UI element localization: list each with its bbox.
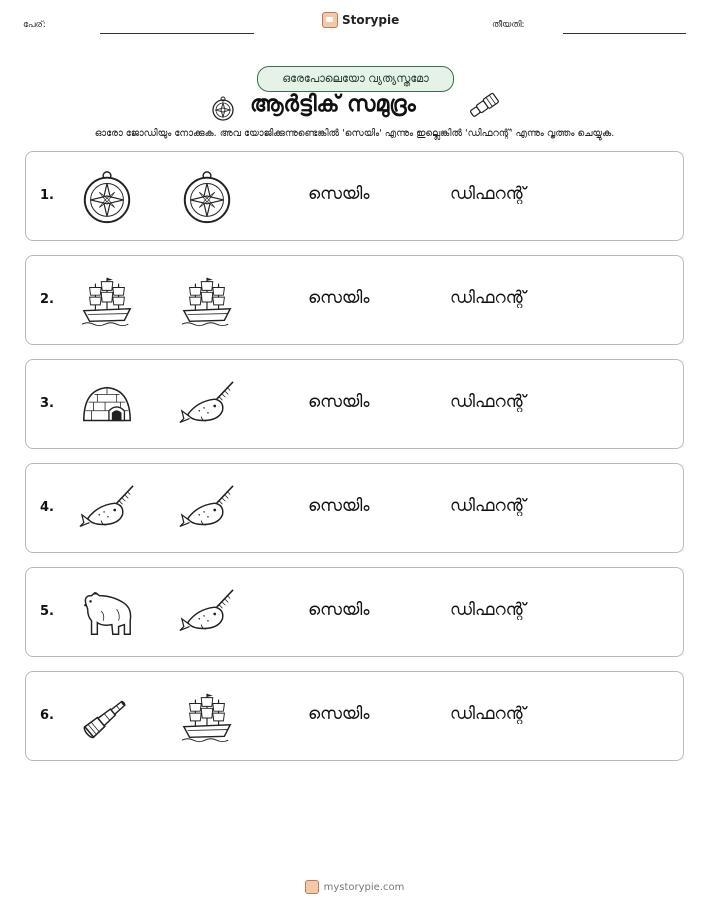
question-row-2 xyxy=(25,255,684,345)
name-label: പേര്: xyxy=(23,20,46,30)
question-row-1 xyxy=(25,151,684,241)
question-number: 2. xyxy=(40,292,54,307)
same-option[interactable]: സെയിം xyxy=(308,184,370,204)
date-label: തീയതി: xyxy=(492,20,525,30)
brand-name: Storypie xyxy=(342,13,400,27)
question-number: 6. xyxy=(40,708,54,723)
same-option[interactable]: സെയിം xyxy=(308,392,370,412)
instructions: ഓരോ ജോഡിയും നോക്കുക. അവ യോജിക്കുന്നുണ്ടെങ്കിൽ 'സെയിം' എന്നും ഇല്ലെങ്കിൽ 'ഡിഫറന്റ്' എന്നും വൃത്തം ചെയ്യുക. xyxy=(94,128,615,139)
storypie-logo-icon xyxy=(305,880,319,894)
different-option[interactable]: ഡിഫറന്റ് xyxy=(450,392,526,412)
polar-bear-icon xyxy=(78,584,136,642)
different-option[interactable]: ഡിഫറന്റ് xyxy=(450,600,526,620)
question-number: 3. xyxy=(40,396,54,411)
spyglass-icon xyxy=(466,90,502,124)
compass-icon xyxy=(178,168,236,226)
worksheet-type-badge: ഒരേപോലെയോ വ്യത്യസ്തമോ xyxy=(257,66,454,92)
question-number: 1. xyxy=(40,188,54,203)
compass-icon xyxy=(78,168,136,226)
question-row-3 xyxy=(25,359,684,449)
different-option[interactable]: ഡിഫറന്റ് xyxy=(450,496,526,516)
title-row xyxy=(0,90,709,124)
spyglass-icon xyxy=(78,688,136,746)
question-row-5 xyxy=(25,567,684,657)
narwhal-icon xyxy=(178,584,236,642)
ship-icon xyxy=(78,272,136,330)
name-line[interactable] xyxy=(100,33,254,34)
ship-icon xyxy=(178,688,236,746)
same-option[interactable]: സെയിം xyxy=(308,600,370,620)
storypie-logo-icon xyxy=(322,12,338,28)
ship-icon xyxy=(178,272,236,330)
same-option[interactable]: സെയിം xyxy=(308,704,370,724)
page-title: ആർട്ടിക് സമുദ്രം xyxy=(250,92,416,117)
question-number: 4. xyxy=(40,500,54,515)
igloo-icon xyxy=(78,376,136,434)
brand xyxy=(322,12,399,28)
date-line[interactable] xyxy=(563,33,686,34)
compass-icon xyxy=(210,96,236,126)
question-row-6 xyxy=(25,671,684,761)
narwhal-icon xyxy=(178,376,236,434)
footer xyxy=(0,880,709,894)
same-option[interactable]: സെയിം xyxy=(308,288,370,308)
footer-url[interactable]: mystorypie.com xyxy=(323,881,405,893)
same-option[interactable]: സെയിം xyxy=(308,496,370,516)
question-number: 5. xyxy=(40,604,54,619)
different-option[interactable]: ഡിഫറന്റ് xyxy=(450,704,526,724)
question-row-4 xyxy=(25,463,684,553)
different-option[interactable]: ഡിഫറന്റ് xyxy=(450,184,526,204)
narwhal-icon xyxy=(178,480,236,538)
narwhal-icon xyxy=(78,480,136,538)
different-option[interactable]: ഡിഫറന്റ് xyxy=(450,288,526,308)
